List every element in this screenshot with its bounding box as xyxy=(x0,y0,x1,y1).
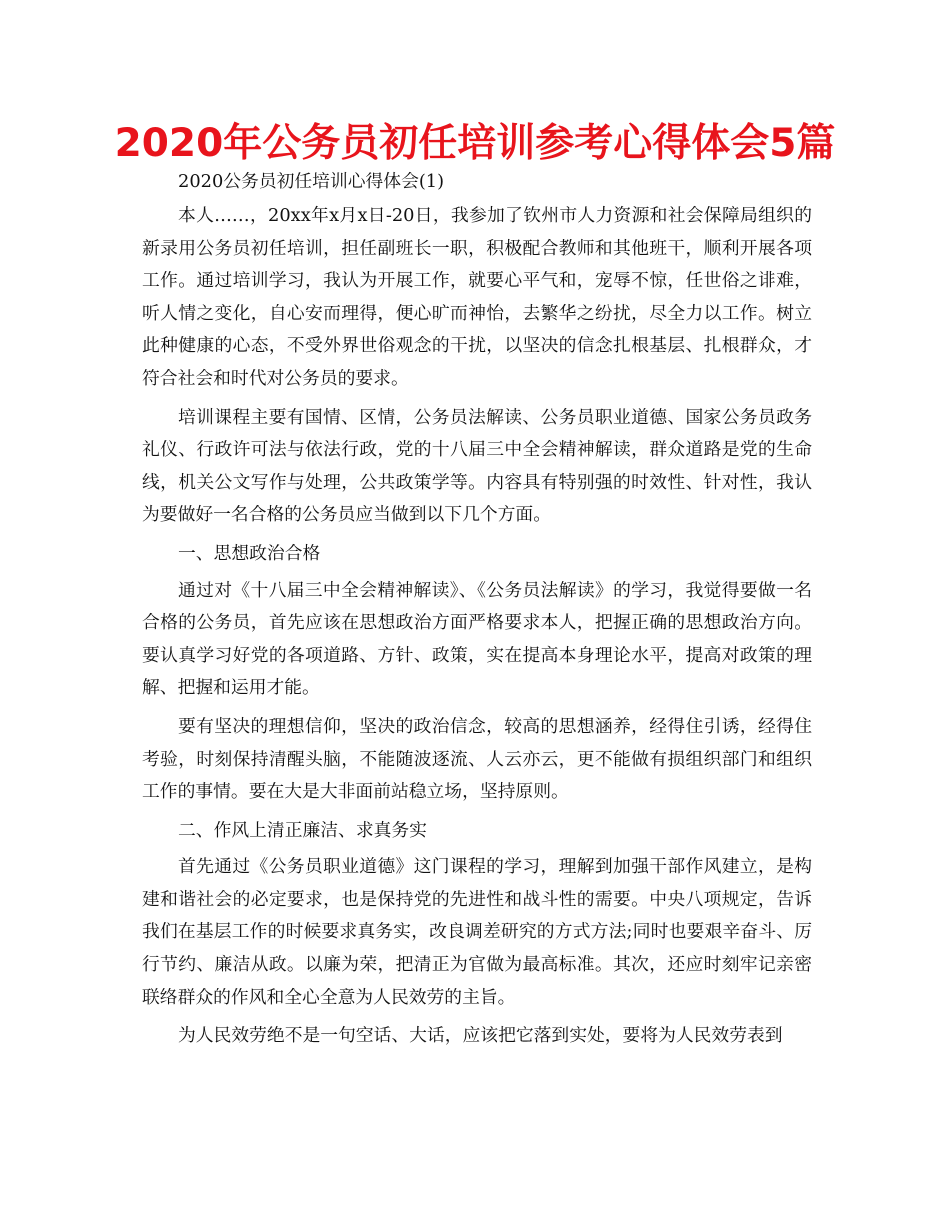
document-title: 2020年公务员初任培训参考心得体会5篇 xyxy=(114,121,836,166)
paragraph: 本人……，20xx年x月x日-20日，我参加了钦州市人力资源和社会保障局组织的新录用公务员初任培训，担任副班长一职，积极配合教师和其他班干，顺利开展各项工作。通过培训学习，我认为开展工作，就要心平气和，宠辱不惊，任世俗之诽难，听人情之变化，自心安而理得，便心旷而神怡，去繁华之纷扰，尽全力以工作。树立此种健康的心态，不受外界世俗观念的干扰，以坚决的信念扎根基层、扎根群众，才符合社会和时代对公务员的要求。 xyxy=(142,205,812,389)
paragraph: 培训课程主要有国情、区情，公务员法解读、公务员职业道德、国家公务员政务礼仪、行政许可法与依法行政，党的十八届三中全会精神解读，群众道路是党的生命线，机关公文写作与处理，公共政策学等。内容具有特别强的时效性、针对性，我认为要做好一名合格的公务员应当做到以下几个方面。 xyxy=(142,406,812,526)
section-heading: 一、思想政治合格 xyxy=(178,542,321,564)
paragraph: 通过对《十八届三中全会精神解读》、《公务员法解读》的学习，我觉得要做一名合格的公务员，首先应该在思想政治方面严格要求本人，把握正确的思想政治方向。要认真学习好党的各项道路、方针、政策，实在提高本身理论水平，提高对政策的理解、把握和运用才能。 xyxy=(142,579,812,699)
subheading: 2020公务员初任培训心得体会(1) xyxy=(178,171,445,192)
paragraph: 首先通过《公务员职业道德》这门课程的学习，理解到加强干部作风建立，是构建和谐社会的必定要求，也是保持党的先进性和战斗性的需要。中央八项规定，告诉我们在基层工作的时候要求真务实，改良调差研究的方式方法;同时也要艰辛奋斗、厉行节约、廉洁从政。以廉为荣，把清正为官做为最高标准。其次，还应时刻牢记亲密联络群众的作风和全心全意为人民效劳的主旨。 xyxy=(142,856,812,1008)
paragraph: 为人民效劳绝不是一句空话、大话，应该把它落到实处，要将为人民效劳表到 xyxy=(178,1025,783,1047)
paragraph: 要有坚决的理想信仰，坚决的政治信念，较高的思想涵养，经得住引诱，经得住考验，时刻保持清醒头脑，不能随波逐流、人云亦云，更不能做有损组织部门和组织工作的事情。要在大是大非面前站稳立场，坚持原则。 xyxy=(142,715,812,803)
section-heading: 二、作风上清正廉洁、求真务实 xyxy=(178,819,427,841)
document-body xyxy=(142,168,812,1059)
